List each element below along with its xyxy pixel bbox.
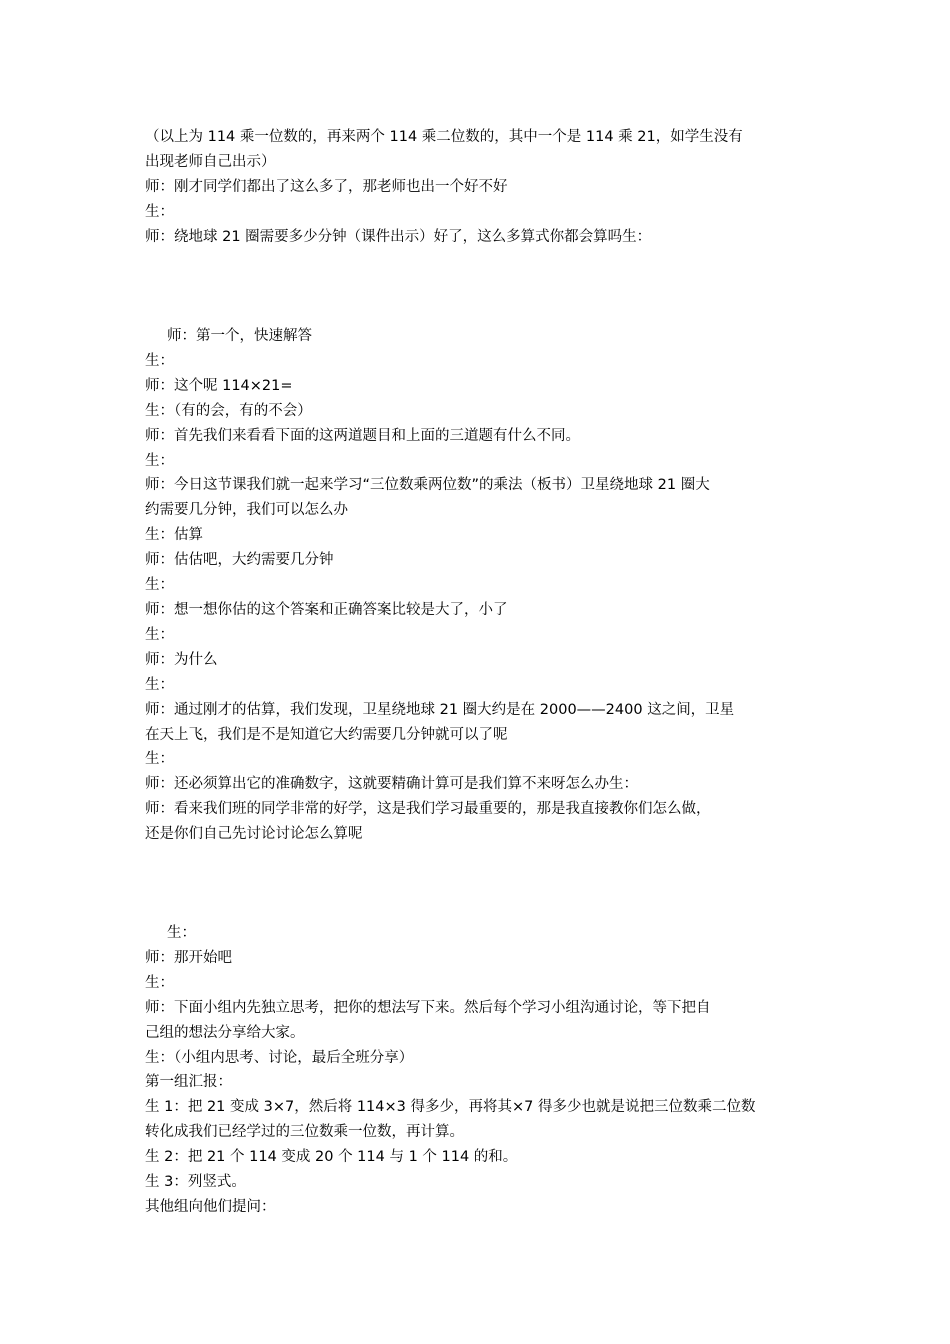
- text-line: 生：（有的会，有的不会）: [145, 402, 312, 419]
- text-line: 生：: [145, 626, 174, 643]
- text-line: 生：: [145, 751, 174, 768]
- text-line: 生 1：把 21 变成 3×7，然后将 114×3 得多少，再将其×7 得多少也就是说把三位数乘二位数: [145, 1099, 756, 1116]
- text-line: 己组的想法分享给大家。: [145, 1024, 305, 1041]
- text-line: 生 2：把 21 个 114 变成 20 个 114 与 1 个 114 的和。: [145, 1149, 518, 1166]
- text-line: 师：首先我们来看看下面的这两道题目和上面的三道题有什么不同。: [145, 427, 580, 444]
- text-line: 师：那开始吧: [145, 949, 232, 966]
- paragraph-block-2: [145, 324, 815, 847]
- text-line: 师：为什么: [145, 651, 218, 668]
- text-line: 师：还必须算出它的准确数字，这就要精确计算可是我们算不来呀怎么办生：: [145, 776, 638, 793]
- text-line: 师：通过刚才的估算，我们发现，卫星绕地球 21 圈大约是在 2000——2400 这之间，卫星: [145, 701, 735, 718]
- text-line: 生：: [145, 577, 174, 594]
- text-line: 师：看来我们班的同学非常的好学，这是我们学习最重要的，那是我直接教你们怎么做，: [145, 801, 711, 818]
- text-line: （以上为 114 乘一位数的，再来两个 114 乘二位数的，其中一个是 114 乘 21，如学生没有: [145, 129, 743, 145]
- text-line: 转化成我们已经学过的三位数乘一位数，再计算。: [145, 1124, 464, 1141]
- text-line: 其他组向他们提问：: [145, 1198, 276, 1215]
- text-line: 还是你们自己先讨论讨论怎么算呢: [145, 826, 363, 843]
- text-line: 生：: [145, 352, 174, 369]
- text-line: 师：刚才同学们都出了这么多了，那老师也出一个好不好: [145, 178, 508, 195]
- text-line: 师：今日这节课我们就一起来学习“三位数乘两位数”的乘法（板书）卫星绕地球 21 圈大: [145, 477, 710, 494]
- text-line: 师：下面小组内先独立思考，把你的想法写下来。然后每个学习小组沟通讨论，等下把自: [145, 999, 711, 1016]
- text-line: 生：: [145, 452, 174, 469]
- text-line: 生 3：列竖式。: [145, 1174, 246, 1191]
- text-line: 生：: [145, 974, 174, 991]
- text-line: 出现老师自己出示）: [145, 153, 276, 170]
- text-line: 生：估算: [145, 527, 203, 544]
- text-line: 第一组汇报：: [145, 1074, 232, 1091]
- text-line: 生：: [167, 925, 196, 941]
- text-line: 生：: [145, 203, 174, 220]
- text-line: 生：（小组内思考、讨论，最后全班分享）: [145, 1049, 414, 1066]
- text-line: 师：绕地球 21 圈需要多少分钟（课件出示）好了，这么多算式你都会算吗生：: [145, 228, 652, 245]
- text-line: 师：第一个，快速解答: [167, 328, 312, 344]
- text-line: 生：: [145, 676, 174, 693]
- paragraph-block-3: [145, 921, 815, 1220]
- text-line: 在天上飞，我们是不是知道它大约需要几分钟就可以了呢: [145, 726, 508, 743]
- text-line: 师：估估吧，大约需要几分钟: [145, 552, 334, 569]
- text-line: 约需要几分钟，我们可以怎么办: [145, 502, 348, 519]
- paragraph-block-1: [145, 125, 815, 250]
- text-line: 师：这个呢 114×21=: [145, 377, 293, 394]
- text-line: 师：想一想你估的这个答案和正确答案比较是大了，小了: [145, 601, 508, 618]
